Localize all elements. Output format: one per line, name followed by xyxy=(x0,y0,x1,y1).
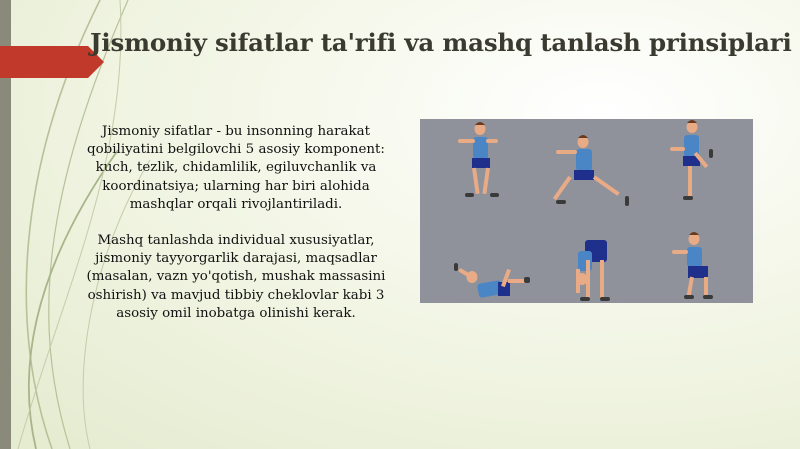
figure-squat-icon xyxy=(672,232,713,299)
figure-lunge-icon xyxy=(553,135,629,206)
slide-title: Jismoniy sifatlar ta'rifi va mashq tanlash prinsiplari xyxy=(90,28,792,57)
paragraph-exercise-selection: Mashq tanlashda individual xususiyatlar, jismoniy tayyorgarlik darajasi, maqsadlar (masalan, vazn yo'qotish, mushak massasini oshirish) va mavjud tibbiy cheklovlar kabi 3 asosiy omil inobatga olinishi kerak. xyxy=(86,233,386,321)
figure-quad-stretch-icon xyxy=(670,120,713,200)
title-accent-arrow xyxy=(0,46,104,78)
exercise-illustration xyxy=(420,119,753,303)
figure-knee-tuck-icon xyxy=(454,263,530,298)
figure-toe-touch-icon xyxy=(576,240,610,301)
paragraph-physical-qualities: Jismoniy sifatlar - bu insonning harakat qobiliyatini belgilovchi 5 asosiy komponent: kuch, tezlik, chidamlilik, egiluvchanlik va koordinatsiya; ularning har biri alohida mashqlar orqali rivojlantiriladi. xyxy=(87,124,385,212)
figure-arms-forward-icon xyxy=(458,122,499,197)
